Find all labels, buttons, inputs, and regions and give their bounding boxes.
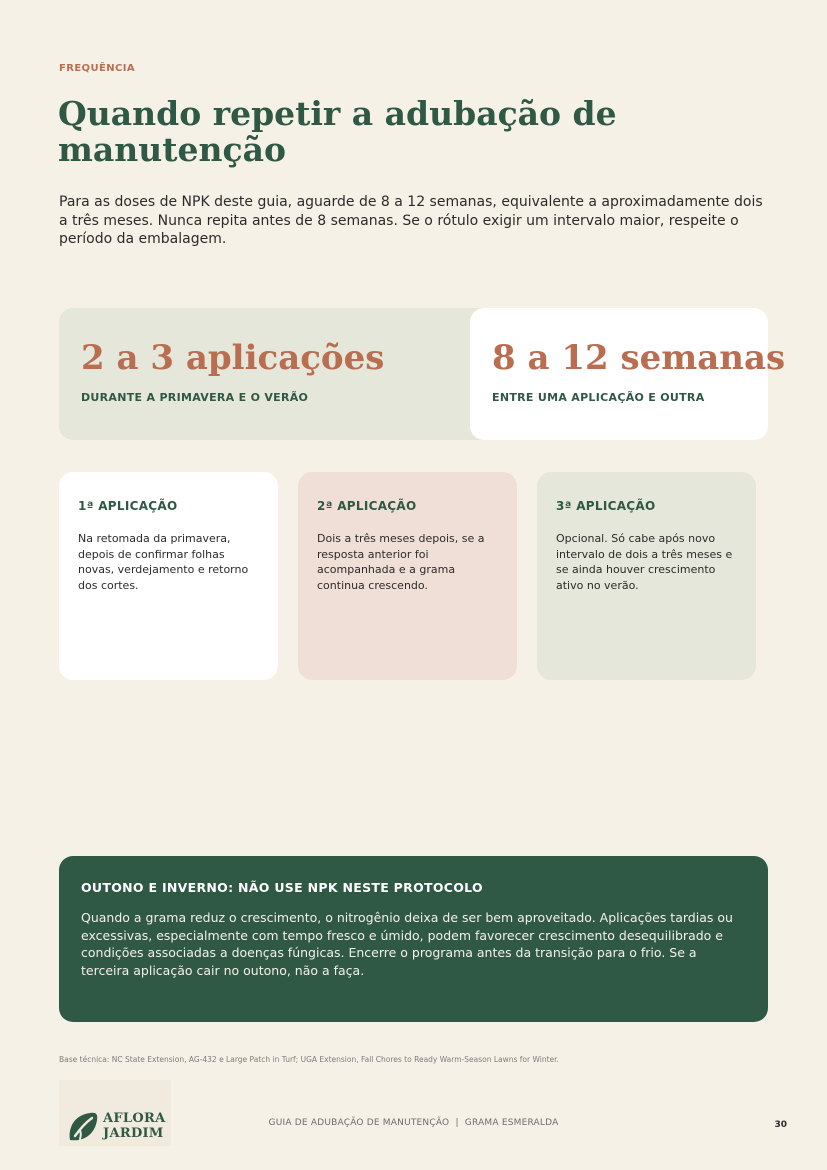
warning-box [59, 856, 768, 1022]
warning-text: Quando a grama reduz o crescimento, o nitrogênio deixa de ser bem aproveitado. Aplicações tardias ou excessivas, especialmente com tempo fresco e úmido, podem favorecer crescimento desequilibrado e condições associadas a doenças fúngicas. Encerre o programa antes da transição para o frio. Se a terceira aplicação cair no outono, não a faça. [81, 910, 733, 978]
footer-guide-title: GUIA DE ADUBAÇÃO DE MANUTENÇÃO | GRAMA ESMERALDA [268, 1118, 559, 1128]
logo-text-line2: JARDIM [103, 1126, 164, 1141]
logo-text-line1: AFLORA [103, 1111, 166, 1126]
page-number: 30 [774, 1120, 787, 1130]
stat-applications-caption: DURANTE A PRIMAVERA E O VERÃO [81, 391, 309, 404]
application-card-3 [537, 472, 756, 680]
card-text: Na retomada da primavera, depois de confirmar folhas novas, verdejamento e retorno dos cortes. [78, 532, 249, 592]
card-title: 3ª APLICAÇÃO [556, 499, 656, 513]
intro-paragraph: Para as doses de NPK deste guia, aguarde de 8 a 12 semanas, equivalente a aproximadamente dois a três meses. Nunca repita antes de 8 semanas. Se o rótulo exigir um intervalo maior, respeite o período da embalagem. [59, 194, 763, 247]
card-text: Dois a três meses depois, se a resposta anterior foi acompanhada e a grama continua crescendo. [317, 532, 485, 592]
page-title: Quando repetir a adubação de manutenção [58, 94, 617, 169]
eyebrow-label: FREQUÊNCIA [59, 63, 135, 74]
card-text: Opcional. Só cabe após novo intervalo de dois a três meses e se ainda houver crescimento ativo no verão. [556, 532, 733, 592]
stat-interval-caption: ENTRE UMA APLICAÇÃO E OUTRA [492, 391, 705, 404]
warning-title: OUTONO E INVERNO: NÃO USE NPK NESTE PROTOCOLO [81, 880, 483, 895]
card-title: 2ª APLICAÇÃO [317, 499, 417, 513]
stat-interval-value: 8 a 12 semanas [492, 338, 786, 378]
stat-applications-value: 2 a 3 aplicações [81, 338, 385, 378]
source-note: Base técnica: NC State Extension, AG-432 e Large Patch in Turf; UGA Extension, Fall Chores to Ready Warm-Season Lawns for Winter. [59, 1055, 559, 1064]
card-title: 1ª APLICAÇÃO [78, 499, 178, 513]
application-card-1 [59, 472, 278, 680]
application-card-2 [298, 472, 517, 680]
